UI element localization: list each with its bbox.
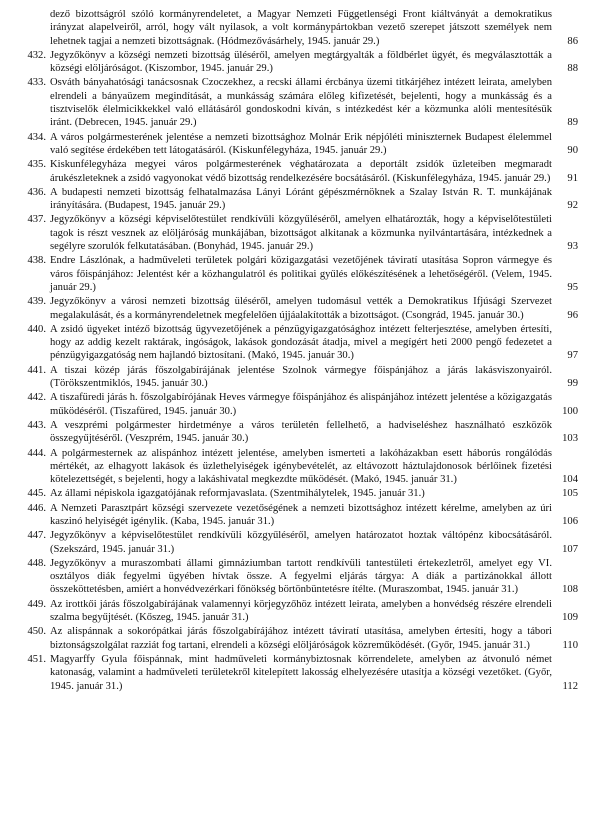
entry-text: Az alispánnak a sokorópátkai járás főszolgabírájához intézett táviratí utasítása, amelyben értesíti, hogy a tábori biztonságszolgálat razziát fog tartani, elrendeli a községi elöljáróságok közreműködését. (Győr, 1945. január 31.) (50, 626, 552, 651)
entry-text: A Nemzeti Parasztpárt községi szervezete vezetőségének a nemzeti bizottsághoz intézett kérelme, amelyben az úri kaszinó helyiségét igénylik. (Kaba, 1945. január 31.) (50, 502, 552, 527)
toc-entry (16, 295, 578, 322)
entry-number: 434. (27, 131, 46, 143)
entry-page-number: 96 (567, 309, 578, 321)
entry-text: dező bizottságról szóló kormányrendeletet, a Magyar Nemzeti Függetlenségi Front kiáltványát a demokratikus irányzat alapelveiről, arról, hogy vált nyilasok, a volt kormánypártokban vezető szerepet játszott személyek nem lehetnek tagjai a nemzeti bizottságnak. (Hódmezővásárhely, 1945. január 29.) (50, 9, 552, 47)
entry-text: Jegyzőkönyv a képviselőtestület rendkívüli közgyűléséről, amelyen határozatot hoztak váltópénz kibocsátásáról. (Szekszárd, 1945. január 31.) (50, 530, 552, 555)
toc-entry (16, 8, 578, 48)
toc-entry (16, 158, 578, 185)
entry-page-number: 110 (562, 639, 578, 651)
entry-text: Jegyzőkönyv a községi nemzeti bizottság üléséről, amelyen megtárgyalták a földbérlet ügyét, és megválasztották a községi elöljáróságot. (Kiszombor, 1945. január 29.) (50, 49, 552, 75)
entry-number: 448. (27, 557, 46, 569)
toc-entry (16, 502, 578, 529)
toc-entry (16, 447, 578, 487)
entry-number: 447. (27, 530, 46, 542)
entry-number: 438. (27, 255, 46, 267)
entry-text: Az állami népiskola igazgatójának reformjavaslata. (Szentmihálytelek, 1945. január 31.) (50, 488, 425, 500)
entry-text: Jegyzőkönyv a városi nemzeti bizottság üléséről, amelyen tudomásul vették a Demokratikus Ifjúsági Szervezet megalakulását, és a kormányrendeletnek megfelelően újjáalakították a bizottságot. (Csongrád, 1945. január 30.) (50, 296, 552, 321)
entry-text: Jegyzőkönyv a muraszombati állami gimnáziumban tartott rendkívüli tantestületi értekezletről, amelyet egy VI. osztályos diák fegyelmi ügyében hívtak össze. A fegyelmi eljárás tárgya: A diák a partizánokkal állott összeköttetésben, amiért a honvédvezérkari főnökség börtönbüntetésre ítélte. (Muraszombat, 1945. január 31.) (50, 557, 552, 596)
entry-number: 439. (27, 296, 46, 308)
entry-text: Az irottkői járás főszolgabírájának valamennyi körjegyzőhöz intézett leirata, amelyben a honvédség részére elrendeli szalma begyűjtését. (Kőszeg, 1945. január 31.) (50, 598, 552, 624)
toc-entry (16, 186, 578, 213)
entry-number: 451. (27, 653, 46, 665)
toc-entry (16, 254, 578, 294)
toc-entry (16, 653, 578, 693)
entry-number: 436. (27, 186, 46, 198)
toc-entry (16, 487, 578, 500)
toc-entry (16, 557, 578, 597)
entry-number: 437. (27, 214, 46, 226)
entry-page-number: 90 (567, 144, 578, 156)
toc-entry (16, 49, 578, 76)
toc-entry (16, 213, 578, 253)
entry-number: 445. (27, 488, 46, 500)
entry-text: A polgármesternek az alispánhoz intézett jelentése, amelyben ismerteti a lakóházakban esett háborús rongálódás mértékét, az elhagyott lakások és üzlethelyiségek igénybevételét, az eltávozott háztulajdonosok bérlőinek fizetési kötelezettségét, s bejelenti, hogy a lakáshivatal megkezdte működését. (Makó, 1945. január 31.) (50, 447, 552, 486)
toc-entry (16, 625, 578, 652)
toc-entry (16, 131, 578, 158)
toc-entry (16, 364, 578, 391)
entry-number: 433. (27, 77, 46, 89)
entry-text: A zsidó ügyeket intéző bizottság ügyvezetőjének a pénzügyigazgatósághoz intézett felterjesztése, amelyben értesíti, hogy az addig kezelt raktárak, ingóságok, lakások gondozását átadja, mivel a megígért heti 2000 pengő fedezetet a pénzügyigazgatóság nem hajlandó biztosítani. (Makó, 1945. január 30.) (50, 323, 552, 362)
toc-entry (16, 598, 578, 625)
entry-text: Jegyzőkönyv a községi képviselőtestület rendkívüli közgyűléséről, amelyen elhatározták, hogy a képviselőtestületi tagok is részt vesznek az elöljáróság munkájában, bizottságot alkitanak a közmunka nyilvántartására, intézkednek a segélyre szorulók felkutatásában. (Bonyhád, 1945. január 29.) (50, 214, 552, 253)
entry-text: A város polgármesterének jelentése a nemzeti bizottsághoz Molnár Erik népjóléti miniszternek Budapest élelemmel való segítése érdekében tett látogatásáról. (Kiskunfélegyháza, 1945. január 29.) (50, 131, 552, 156)
entry-number: 444. (27, 447, 46, 459)
toc-entry (16, 391, 578, 418)
entry-text: A tiszafüredi járás h. főszolgabírójának Heves vármegye főispánjához és alispánjához intézett jelentése a közigazgatás működéséről. (Tiszafüred, 1945. január 30.) (50, 392, 552, 417)
entry-page-number: 99 (567, 378, 578, 390)
entry-page-number: 89 (567, 117, 578, 129)
entry-number: 450. (27, 626, 46, 638)
entry-number: 442. (27, 392, 46, 404)
entry-text: A veszprémi polgármester hirdetménye a város területén fellelhető, a hadviseléshez használható eszközök összegyűjtéséről. (Veszprém, 1945. január 30.) (50, 419, 552, 445)
entry-page-number: 104 (562, 474, 578, 486)
toc-entry (16, 529, 578, 556)
entry-text: Kiskunfélegyháza megyei város polgármesterének véghatározata a deportált zsidók üzleteiben megmaradt árukészleteknek a zsidó vagyonokat védő bizottság rendelkezésére bocsátásáról. (Kiskunfélegyháza, 1945. január 29.) (50, 159, 552, 184)
entry-number: 441. (27, 364, 46, 376)
entry-number: 440. (27, 323, 46, 335)
entry-page-number: 97 (567, 350, 578, 362)
entry-page-number: 105 (562, 488, 578, 500)
entry-number: 432. (27, 49, 46, 61)
toc-entry (16, 323, 578, 363)
entry-number: 443. (27, 419, 46, 431)
entry-number: 435. (27, 159, 46, 171)
entry-page-number: 91 (567, 172, 578, 184)
entry-text: A tiszai közép járás főszolgabírájának jelentése Szolnok vármegye főispánjához a járás lakásviszonyairól. (Törökszentmiklós, 1945. január 30.) (50, 364, 552, 390)
entry-text: A budapesti nemzeti bizottság felhatalmazása Lányi Lóránt gépészmérnöknek a Szalay István R. T. munkájának irányítására. (Budapest, 1945. január 29.) (50, 186, 552, 212)
entry-page-number: 86 (567, 35, 578, 47)
toc-entry (16, 76, 578, 129)
entry-text: Magyarffy Gyula főispánnak, mint hadműveleti kormánybiztosnak körrendelete, amelyben az átvonuló német katonaság, valamint a hadműveleti területekről kitelepített lakosság elhelyezésére utasítja a községi vezetőket. (Győr, 1945. január 31.) (50, 653, 552, 692)
entry-page-number: 112 (562, 680, 578, 692)
entry-page-number: 103 (562, 433, 578, 445)
entry-page-number: 93 (567, 241, 578, 253)
entry-page-number: 107 (562, 543, 578, 555)
entry-page-number: 92 (567, 200, 578, 212)
entry-number: 446. (27, 502, 46, 514)
entry-text: Endre Lászlónak, a hadműveleti területek polgári közigazgatási vezetőjének táviratí utasítása Sopron vármegye és város főispánjához: Jelentést kér a közhangulatról és politikai gyűlés előkészítésének a lehetőségéről. (Velem, 1945. január 29.) (50, 255, 552, 293)
entry-page-number: 109 (562, 612, 578, 624)
entry-page-number: 88 (567, 63, 578, 75)
entry-page-number: 106 (562, 515, 578, 527)
entry-number: 449. (27, 598, 46, 610)
entry-page-number: 95 (567, 281, 578, 293)
entry-text: Osváth bányahatósági tanácsosnak Czoczekhez, a recski állami ércbánya üzemi titkárjéhez intézett leirata, amelyben elrendeli a bányaüzem megindítását, a munkásság számára előleg kifizetését, bejelenti, hogy a munkásság és a tisztviselők élelmicikkekkel való ellátásáról gondoskodni kíván, s intézkedést kér a közmunka alóli mentesítésük iránt. (Debrecen, 1945. január 29.) (50, 77, 552, 129)
toc-entry (16, 419, 578, 446)
entry-page-number: 108 (562, 584, 578, 596)
entry-number (16, 8, 46, 48)
entry-page-number: 100 (562, 405, 578, 417)
